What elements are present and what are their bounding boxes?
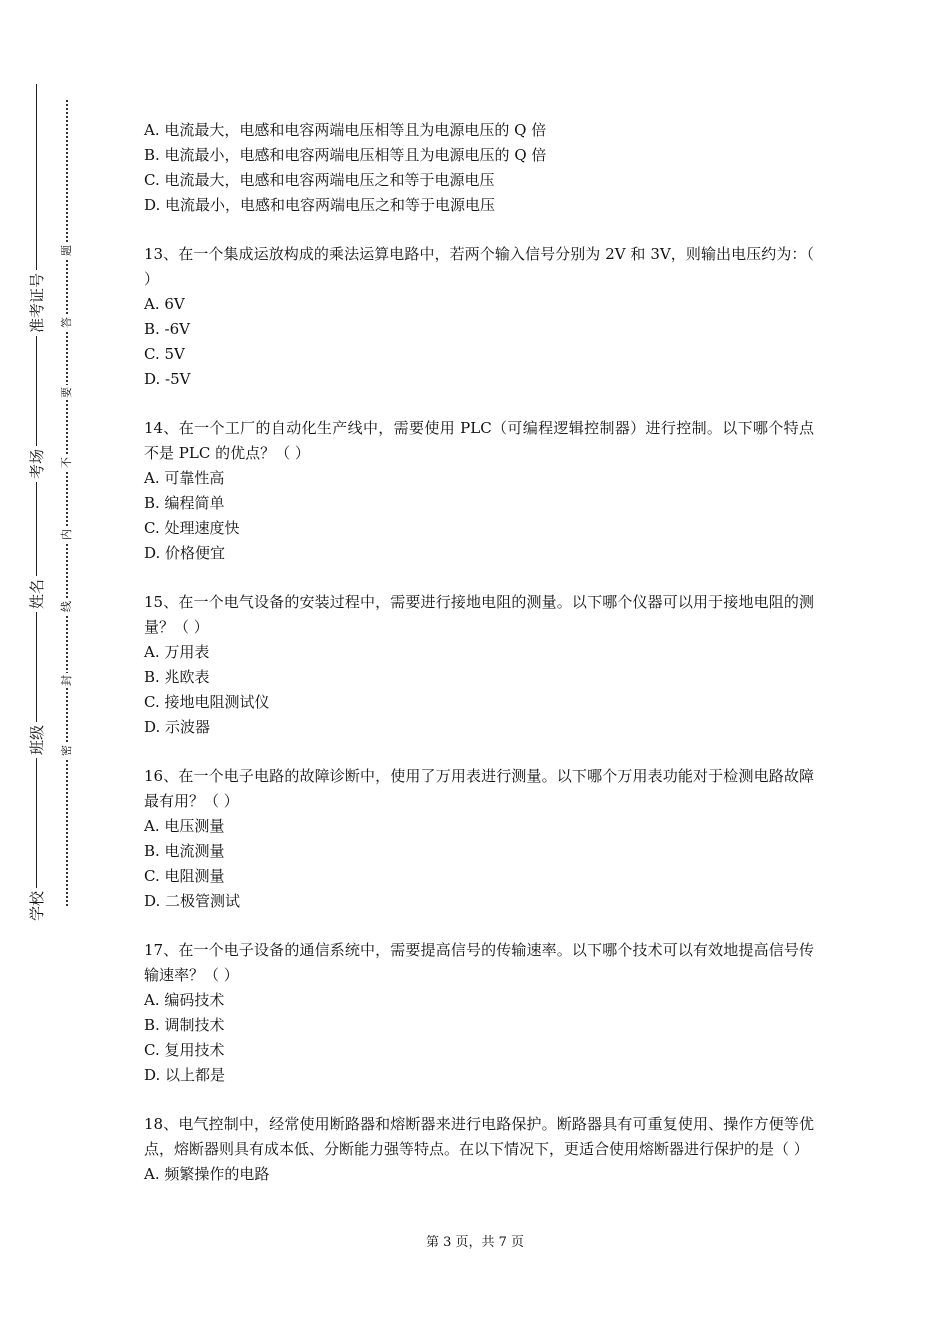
seal-word: 封: [60, 675, 73, 686]
page-number: 第 3 页，共 7 页: [425, 1235, 525, 1250]
option: D. 价格便宜: [144, 544, 226, 562]
question-text: 16、在一个电子电路的故障诊断中，使用了万用表进行测量。以下哪个万用表功能对于检测电路故障最有用？（ ）: [144, 767, 814, 810]
question-17: [144, 938, 814, 1088]
option: A. 编码技术: [144, 991, 225, 1009]
option: D. 示波器: [144, 718, 211, 736]
question-18: [144, 1112, 814, 1187]
option: C. 接地电阻测试仪: [144, 693, 270, 711]
school-label: 学校: [26, 888, 47, 924]
option: D. -5V: [144, 370, 191, 388]
seal-word: 答: [60, 317, 73, 328]
option: C. 处理速度快: [144, 519, 240, 537]
question-text: 15、在一个电气设备的安装过程中，需要进行接地电阻的测量。以下哪个仪器可以用于接地电阻的测量？（ ）: [144, 593, 814, 636]
option: C. 电流最大，电感和电容两端电压之和等于电源电压: [144, 171, 495, 189]
option: C. 电阻测量: [144, 867, 225, 885]
class-label: 班级: [26, 722, 47, 758]
option: A. 电流最大，电感和电容两端电压相等且为电源电压的 Q 倍: [144, 121, 547, 139]
option: D. 二极管测试: [144, 892, 241, 910]
question-text: 13、在一个集成运放构成的乘法运算电路中，若两个输入信号分别为 2V 和 3V，则输出电压约为：（ ）: [144, 245, 814, 288]
question-15: [144, 590, 814, 740]
option: A. 电压测量: [144, 817, 225, 835]
option: C. 复用技术: [144, 1041, 225, 1059]
question-content: [144, 118, 814, 1187]
question-14: [144, 416, 814, 566]
option: B. 兆欧表: [144, 668, 210, 686]
question-text: 17、在一个电子设备的通信系统中，需要提高信号的传输速率。以下哪个技术可以有效地提高信号传输速率？（ ）: [144, 941, 814, 984]
seal-dotted-line: [66, 100, 68, 906]
name-label: 姓名: [26, 576, 47, 612]
option: B. 电流测量: [144, 842, 225, 860]
option: D. 电流最小，电感和电容两端电压之和等于电源电压: [144, 196, 496, 214]
option: A. 频繁操作的电路: [144, 1165, 270, 1183]
seal-word: 不: [60, 457, 73, 468]
question-text: 18、电气控制中，经常使用断路器和熔断器来进行电路保护。断路器具有可重复使用、操作方便等优点，熔断器则具有成本低、分断能力强等特点。在以下情况下，更适合使用熔断器进行保护的是（ ）: [144, 1115, 814, 1158]
option: B. 调制技术: [144, 1016, 225, 1034]
exam-room-label: 考场: [26, 446, 47, 482]
seal-word: 要: [60, 387, 73, 398]
seal-word: 密: [60, 745, 73, 756]
binding-line: [36, 84, 37, 924]
option: B. 电流最小，电感和电容两端电压相等且为电源电压的 Q 倍: [144, 146, 547, 164]
option: A. 万用表: [144, 643, 210, 661]
exam-number-label: 准考证号: [26, 270, 47, 336]
option: D. 以上都是: [144, 1066, 226, 1084]
option: B. -6V: [144, 320, 191, 338]
question-16: [144, 764, 814, 914]
continued-options: [144, 118, 814, 218]
seal-word: 题: [60, 245, 73, 256]
option: A. 6V: [144, 295, 185, 313]
question-text: 14、在一个工厂的自动化生产线中，需要使用 PLC（可编程逻辑控制器）进行控制。以下哪个特点不是 PLC 的优点？（ ）: [144, 419, 814, 462]
seal-word: 线: [60, 601, 73, 612]
option: C. 5V: [144, 345, 185, 363]
option: A. 可靠性高: [144, 469, 225, 487]
seal-word: 内: [60, 529, 73, 540]
question-13: [144, 242, 814, 392]
option: B. 编程简单: [144, 494, 225, 512]
